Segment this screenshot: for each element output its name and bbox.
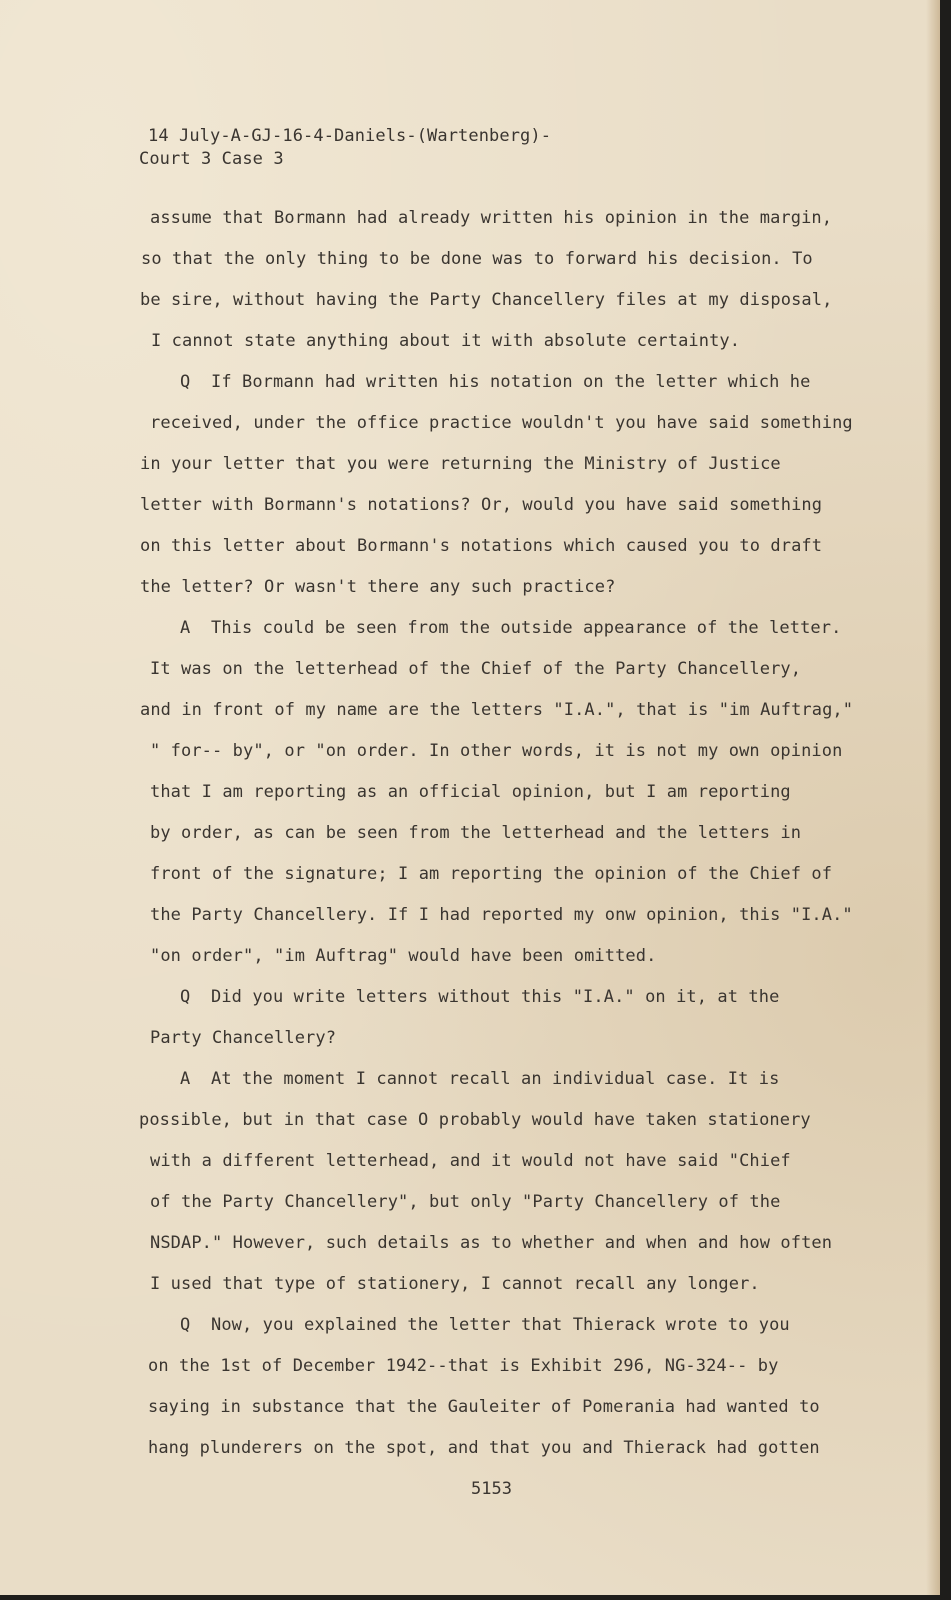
- body-line: by order, as can be seen from the letterhead and the letters in: [150, 823, 802, 843]
- body-line: Q If Bormann had written his notation on the letter which he: [180, 372, 811, 392]
- body-line: Q Did you write letters without this "I.A." on it, at the: [180, 987, 780, 1007]
- header-line-1: 14 July-A-GJ-16-4-Daniels-(Wartenberg)-: [148, 126, 552, 146]
- body-line: NSDAP." However, such details as to whether and when and how often: [150, 1233, 833, 1253]
- body-line: A This could be seen from the outside appearance of the letter.: [180, 618, 842, 638]
- body-line: hang plunderers on the spot, and that you and Thierack had gotten: [148, 1438, 820, 1458]
- body-line: on this letter about Bormann's notations which caused you to draft: [140, 536, 823, 556]
- body-line: on the 1st of December 1942--that is Exhibit 296, NG-324-- by: [148, 1356, 779, 1376]
- body-line: A At the moment I cannot recall an individual case. It is: [180, 1069, 780, 1089]
- body-line: be sire, without having the Party Chancellery files at my disposal,: [140, 290, 833, 310]
- body-line: of the Party Chancellery", but only "Party Chancellery of the: [150, 1192, 781, 1212]
- body-line: Q Now, you explained the letter that Thierack wrote to you: [180, 1315, 790, 1335]
- body-line: letter with Bormann's notations? Or, would you have said something: [140, 495, 823, 515]
- body-line: Party Chancellery?: [150, 1028, 337, 1048]
- body-line: with a different letterhead, and it would not have said "Chief: [150, 1151, 791, 1171]
- body-line: assume that Bormann had already written his opinion in the margin,: [150, 208, 833, 228]
- body-line: I cannot state anything about it with absolute certainty.: [151, 331, 741, 351]
- header-line-2: Court 3 Case 3: [139, 149, 284, 169]
- body-line: I used that type of stationery, I cannot recall any longer.: [150, 1274, 760, 1294]
- body-line: "on order", "im Auftrag" would have been omitted.: [150, 946, 657, 966]
- body-line: It was on the letterhead of the Chief of the Party Chancellery,: [150, 659, 802, 679]
- body-line: so that the only thing to be done was to forward his decision. To: [141, 249, 813, 269]
- body-line: received, under the office practice wouldn't you have said something: [150, 413, 853, 433]
- body-line: the Party Chancellery. If I had reported my onw opinion, this "I.A.": [150, 905, 853, 925]
- body-line: front of the signature; I am reporting the opinion of the Chief of: [150, 864, 833, 884]
- body-line: " for-- by", or "on order. In other words, it is not my own opinion: [150, 741, 843, 761]
- body-line: possible, but in that case O probably would have taken stationery: [139, 1110, 811, 1130]
- body-line: saying in substance that the Gauleiter of Pomerania had wanted to: [148, 1397, 820, 1417]
- body-line: in your letter that you were returning the Ministry of Justice: [140, 454, 781, 474]
- body-line: that I am reporting as an official opinion, but I am reporting: [150, 782, 791, 802]
- page-edge-shadow: [926, 0, 940, 1595]
- body-line: the letter? Or wasn't there any such practice?: [140, 577, 616, 597]
- page-number: 5153: [471, 1479, 512, 1499]
- body-line: and in front of my name are the letters "I.A.", that is "im Auftrag,": [140, 700, 854, 720]
